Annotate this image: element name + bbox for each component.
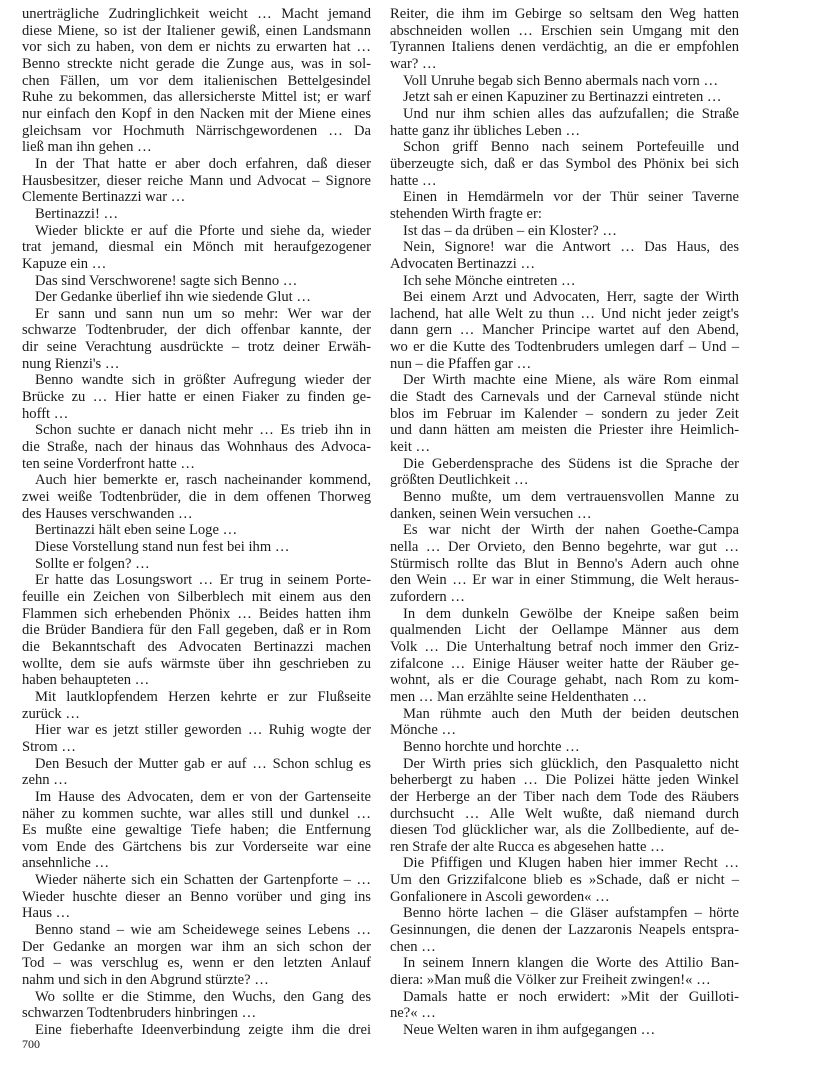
text-line: des Hauses verschwanden … bbox=[22, 505, 193, 522]
text-line: Benno stand – wie am Scheidewege seines Lebens … bbox=[35, 922, 371, 939]
text-line: Wo sollte er die Stimme, den Wuchs, den Gang des bbox=[35, 988, 371, 1005]
text-line: hatte ganz ihr übliches Leben … bbox=[390, 122, 581, 139]
text-line: zurück … bbox=[22, 705, 80, 722]
text-line: danken, seinen Wein versuchen … bbox=[390, 505, 592, 522]
text-line: wollte, dem sie aufs wärmste über ihn geschrieben zu bbox=[22, 655, 371, 672]
paragraph bbox=[22, 6, 371, 156]
paragraph bbox=[22, 922, 371, 989]
paragraph bbox=[390, 905, 739, 955]
text-line: ansehnliche … bbox=[22, 855, 110, 872]
paragraph bbox=[22, 872, 371, 922]
text-line: chen … bbox=[390, 938, 436, 955]
text-line: haben behaupteten … bbox=[22, 672, 150, 689]
text-line: Wieder huschte dieser an Benno vorüber und ging ins bbox=[22, 888, 371, 905]
paragraph bbox=[22, 306, 371, 373]
text-line: keit … bbox=[390, 439, 431, 456]
paragraph bbox=[390, 139, 739, 189]
text-line: wohnt, als er die Courage gehabt, nach Rom zu kom- bbox=[390, 672, 739, 689]
text-line: die Bekanntschaft des Advocaten Bertinazzi machen bbox=[22, 638, 371, 655]
paragraph bbox=[22, 522, 371, 539]
text-line: Advocaten Bertinazzi … bbox=[390, 255, 536, 272]
text-line: Gonfalionere in Ascoli geworden« … bbox=[390, 888, 610, 905]
text-line: Reiter, die ihm im Gebirge so seltsam den Weg hatten bbox=[390, 6, 739, 22]
text-line: beherbergt zu haben … Die Polizei hätte jeden Winkel bbox=[390, 772, 739, 789]
text-line: gleichsam vor Hochmuth Närrischgewordenen … Da bbox=[22, 122, 371, 139]
paragraph bbox=[22, 223, 371, 273]
text-line: Und nur ihm schien alles das aufzufallen; die Straße bbox=[403, 105, 739, 122]
text-line: Nein, Signore! war die Antwort … Das Haus, des bbox=[403, 239, 739, 256]
paragraph bbox=[390, 989, 739, 1022]
text-line: In seinem Innern klangen die Worte des Attilio Ban- bbox=[403, 955, 739, 972]
text-line: Hausbesitzer, dieser reiche Mann und Advocat – Signore bbox=[22, 172, 371, 189]
text-line: zehn … bbox=[22, 772, 68, 789]
text-line: Gesinnungen, die denen der Lazzaronis Neapels entspra- bbox=[390, 922, 739, 939]
text-line: nung Rienzi's … bbox=[22, 355, 120, 372]
paragraph bbox=[390, 372, 739, 455]
text-line: Flammen sich erhebenden Phönix … Beides hatten ihm bbox=[22, 605, 371, 622]
text-line: Wieder näherte sich ein Schatten der Gartenpforte – … bbox=[35, 872, 371, 889]
paragraph bbox=[22, 789, 371, 872]
text-line: der Herberge an der Tiber nach dem Tode des Räubers bbox=[390, 788, 739, 805]
paragraph bbox=[390, 73, 739, 90]
paragraph bbox=[390, 855, 739, 905]
text-line: Ist das – da drüben – ein Kloster? … bbox=[403, 222, 617, 239]
text-line: und dann hätten am meisten die Priester ihre Heimlich- bbox=[390, 422, 739, 439]
paragraph bbox=[22, 206, 371, 223]
text-line: qualmenden Licht der Oellampe Männer aus dem bbox=[390, 622, 739, 639]
text-line: Benno horchte und horchte … bbox=[403, 738, 580, 755]
text-line: Der Gedanke überlief ihn wie siedende Glut … bbox=[35, 289, 311, 306]
text-line: Jetzt sah er einen Kapuziner zu Bertinazzi eintreten … bbox=[403, 89, 722, 106]
paragraph bbox=[390, 489, 739, 522]
paragraph bbox=[390, 739, 739, 756]
text-line: blos im Februar im Kalender – sondern zu jeder Zeit bbox=[390, 405, 739, 422]
paragraph bbox=[390, 756, 739, 856]
text-line: die Brüder Bandiera für den Fall gegeben, daß er in Rom bbox=[22, 622, 371, 639]
text-line: Wieder blickte er auf die Pforte und siehe da, wieder bbox=[35, 222, 371, 239]
text-line: Den Besuch der Mutter gab er auf … Schon schlug es bbox=[35, 755, 371, 772]
text-line: Schon griff Benno nach seinem Portefeuille und bbox=[403, 139, 739, 156]
text-line: Eine fieberhafte Ideenverbindung zeigte ihm die drei bbox=[35, 1022, 371, 1039]
paragraph bbox=[390, 239, 739, 272]
text-line: Einen in Hemdärmeln vor der Thür seiner Taverne bbox=[403, 189, 739, 206]
text-column-right bbox=[390, 6, 739, 1039]
text-line: abschneiden wollen … Erschien sein Umgang mit den bbox=[390, 22, 739, 39]
text-line: Benno hörte lachen – die Gläser aufstampfen – hörte bbox=[403, 905, 739, 922]
text-line: näher zu kommen suchte, war alles still und dunkel … bbox=[22, 805, 371, 822]
text-line: durchsucht … Alle Welt wußte, daß niemand durch bbox=[390, 805, 739, 822]
text-line: war? … bbox=[390, 55, 437, 72]
text-line: nun – die Pfaffen gar … bbox=[390, 355, 532, 372]
text-line: die Stadt des Carnevals und der Carneval stünde nicht bbox=[390, 389, 739, 406]
text-line: Die Pfiffigen und Klugen haben hier immer Recht … bbox=[403, 855, 739, 872]
paragraph bbox=[390, 89, 739, 106]
text-line: Benno streckte nicht gerade die Zunge aus, was in sol- bbox=[22, 55, 371, 72]
text-line: die Straße, nach der hinaus das Wohnhaus des Advoca- bbox=[22, 439, 371, 456]
text-line: wo er die Kutte des Todtenbruders umlegen darf – Und – bbox=[390, 339, 739, 356]
text-line: Clemente Bertinazzi war … bbox=[22, 189, 186, 206]
text-line: lachend, hat alle Welt zu thun … Und nicht jeder zeigt's bbox=[390, 305, 739, 322]
text-line: Volk … Die Unterhaltung betraf noch immer den Griz- bbox=[390, 638, 739, 655]
text-line: Auch hier bemerkte er, rasch nacheinander kommend, bbox=[35, 472, 371, 489]
text-line: In der That hatte er aber doch erfahren, daß dieser bbox=[35, 155, 371, 172]
text-line: nahm und sich in den Abgrund stürzte? … bbox=[22, 972, 269, 989]
text-line: Damals hatte er noch erwidert: »Mit der Guilloti- bbox=[403, 988, 739, 1005]
paragraph bbox=[390, 6, 739, 73]
text-line: Benno mußte, um dem vertrauensvollen Manne zu bbox=[403, 489, 739, 506]
text-line: ließ man ihn gehen … bbox=[22, 139, 152, 156]
paragraph bbox=[390, 456, 739, 489]
text-line: Es mußte eine gewaltige Tiefe haben; die Entfernung bbox=[22, 822, 371, 839]
paragraph bbox=[22, 689, 371, 722]
text-line: ren Strafe der alte Rucca es abgesehen hatte … bbox=[390, 838, 665, 855]
text-line: Haus … bbox=[22, 905, 71, 922]
paragraph bbox=[22, 472, 371, 522]
paragraph bbox=[390, 223, 739, 240]
paragraph bbox=[390, 706, 739, 739]
text-line: Bertinazzi! … bbox=[35, 205, 119, 222]
text-line: den Wein … Er war in einer Stimmung, die Welt heraus- bbox=[390, 572, 739, 589]
paragraph bbox=[22, 722, 371, 755]
text-line: Hier war es jetzt stiller geworden … Ruhig wogte der bbox=[35, 722, 371, 739]
text-line: Sollte er folgen? … bbox=[35, 555, 150, 572]
text-line: vom Ende des Gärtchens bis zur Vorderseite war eine bbox=[22, 838, 371, 855]
text-line: ne?« … bbox=[390, 1005, 436, 1022]
text-line: Strom … bbox=[22, 738, 76, 755]
text-line: ten seine Vorderfront hatte … bbox=[22, 455, 195, 472]
text-line: feuille ein Zeichen von Silberblech mit einem aus den bbox=[22, 588, 371, 605]
text-line: vor sich zu haben, von dem er nichts zu erwarten hat … bbox=[22, 39, 371, 56]
text-line: größten Deutlichkeit … bbox=[390, 472, 529, 489]
paragraph bbox=[22, 372, 371, 422]
text-line: Mönche … bbox=[390, 722, 457, 739]
text-line: Diese Vorstellung stand nun fest bei ihm … bbox=[35, 539, 290, 555]
text-line: chen Fällen, um vor dem italienischen Bettelgesindel bbox=[22, 72, 371, 89]
paragraph bbox=[22, 756, 371, 789]
text-column-left bbox=[22, 6, 371, 1039]
paragraph bbox=[390, 289, 739, 372]
text-line: Brücke zu … Hier hatte er einen Fiaker zu finden ge- bbox=[22, 389, 371, 406]
text-line: dir seine Verachtung ausdrückte – trotz deiner Erwäh- bbox=[22, 339, 371, 356]
paragraph bbox=[22, 572, 371, 689]
text-line: Er sann und sann nun um so mehr: Wer war der bbox=[35, 305, 371, 322]
paragraph bbox=[390, 955, 739, 988]
text-line: Der Gedanke an morgen war ihm an sich schon der bbox=[22, 938, 371, 955]
text-line: schwarze Todtenbruder, der dich offenbar kannte, der bbox=[22, 322, 371, 339]
text-line: zifalcone … Einige Häuser weiter hatte der Räuber ge- bbox=[390, 655, 739, 672]
paragraph bbox=[22, 556, 371, 573]
text-line: Es war nicht der Wirth der nahen Goethe-Campa bbox=[403, 522, 739, 539]
text-line: men … Man erzählte seine Heldenthaten … bbox=[390, 688, 647, 705]
text-line: Tyrannen Italiens denen verdächtig, an die er empfohlen bbox=[390, 39, 739, 56]
paragraph bbox=[390, 1022, 739, 1039]
text-line: stehenden Wirth fragte er: bbox=[390, 205, 542, 222]
text-line: Bertinazzi hält eben seine Loge … bbox=[35, 522, 238, 539]
paragraph bbox=[390, 606, 739, 706]
paragraph bbox=[22, 289, 371, 306]
paragraph bbox=[22, 422, 371, 472]
text-line: hofft … bbox=[22, 405, 69, 422]
text-line: nur einfach den Kopf in den Nacken mit der Miene eines bbox=[22, 105, 371, 122]
text-line: trat jemand, diesmal ein Mönch mit heraufgezogener bbox=[22, 239, 371, 256]
text-line: nella … Der Orvieto, den Benno begehrte, war gut … bbox=[390, 539, 739, 555]
text-line: In dem dunkeln Gewölbe der Kneipe saßen beim bbox=[403, 605, 739, 622]
text-line: Das sind Verschworene! sagte sich Benno … bbox=[35, 272, 298, 289]
text-line: Der Wirth pries sich glücklich, den Pasqualetto nicht bbox=[403, 755, 739, 772]
text-line: Er hatte das Losungswort … Er trug in seinem Porte- bbox=[35, 572, 371, 589]
text-line: überzeugte sich, daß er das Symbol des Phönix bei sich bbox=[390, 155, 739, 172]
text-line: Tod – was verschlug es, wenn er den letzten Anlauf bbox=[22, 955, 371, 972]
text-line: Ich sehe Mönche eintreten … bbox=[403, 272, 576, 289]
text-line: hatte … bbox=[390, 172, 437, 189]
text-line: zufordern … bbox=[390, 588, 465, 605]
text-line: Mit lautklopfendem Herzen kehrte er zur Flußseite bbox=[35, 688, 371, 705]
text-line: Voll Unruhe begab sich Benno abermals nach vorn … bbox=[403, 72, 719, 89]
text-line: diese Miene, so ist der Italiener gewiß, einen Landsmann bbox=[22, 22, 371, 39]
paragraph bbox=[390, 106, 739, 139]
text-line: zwei weiße Todtenbrüder, die in dem offenen Thorweg bbox=[22, 489, 371, 506]
text-line: Benno wandte sich in größter Aufregung wieder der bbox=[35, 372, 371, 389]
text-line: Stürmisch rollte das Blut in Benno's Adern auch ohne bbox=[390, 555, 739, 572]
paragraph bbox=[22, 539, 371, 556]
paragraph bbox=[390, 273, 739, 290]
text-line: Ruhe zu bekommen, das allersicherste Mittel ist; er warf bbox=[22, 89, 371, 106]
text-line: Man rühmte auch den Muth der beiden deutschen bbox=[403, 705, 739, 722]
text-line: Im Hause des Advocaten, dem er von der Gartenseite bbox=[35, 788, 371, 805]
text-line: diesen Tod glücklicher war, als die Zollbediente, auf de- bbox=[390, 822, 739, 839]
paragraph bbox=[22, 1022, 371, 1039]
text-line: dann gern … Mancher Principe wartet auf den Abend, bbox=[390, 322, 739, 339]
text-line: Schon suchte er danach nicht mehr … Es trieb ihn in bbox=[35, 422, 371, 439]
paragraph bbox=[390, 189, 739, 222]
page-number: 700 bbox=[22, 1037, 40, 1051]
text-line: Der Wirth machte eine Miene, als wäre Rom einmal bbox=[403, 372, 739, 389]
text-line: Kapuze ein … bbox=[22, 255, 107, 272]
text-line: unerträgliche Zudringlichkeit weicht … Macht jemand bbox=[22, 6, 371, 22]
text-line: Neue Welten waren in ihm aufgegangen … bbox=[403, 1022, 656, 1039]
paragraph bbox=[22, 156, 371, 206]
paragraph bbox=[22, 989, 371, 1022]
text-line: Bei einem Arzt und Advocaten, Herr, sagte der Wirth bbox=[403, 289, 739, 306]
text-line: Um den Grizzifalcone blieb es »Schade, daß er nicht – bbox=[390, 872, 739, 889]
text-line: diera: »Man muß die Völker zur Freiheit zwingen!« … bbox=[390, 972, 711, 989]
paragraph bbox=[22, 273, 371, 290]
paragraph bbox=[390, 522, 739, 605]
text-line: Die Geberdensprache des Südens ist die Sprache der bbox=[403, 455, 739, 472]
text-line: schwarzen Todtenbruders hinbringen … bbox=[22, 1005, 257, 1022]
